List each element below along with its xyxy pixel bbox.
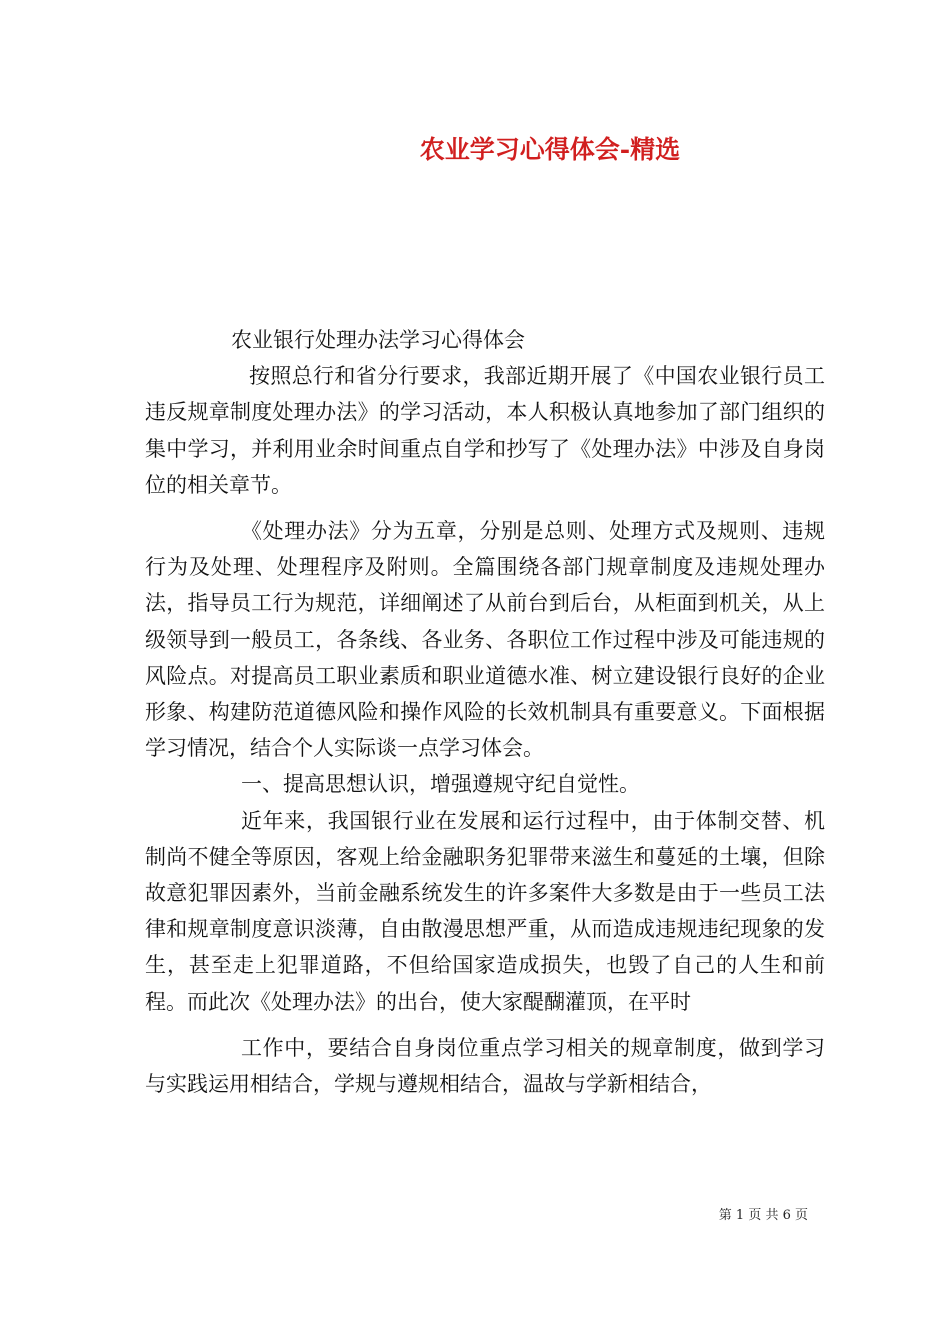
document-subtitle: 农业银行处理办法学习心得体会 — [231, 328, 525, 352]
paragraph-background: 近年来，我国银行业在发展和运行过程中，由于体制交替、机制尚不健全等原因，客观上给金融职务犯罪带来滋生和蔓延的土壤，但除故意犯罪因素外，当前金融系统发生的许多案件大多数是由于一些员工法律和规章制度意识淡薄，自由散漫思想严重，从而造成违规违纪现象的发生，甚至走上犯罪道路，不但给国家造成损失，也毁了自己的人生和前程。而此次《处理办法》的出台，使大家醍醐灌顶，在平时 — [145, 808, 825, 1014]
paragraph-intro: 按照总行和省分行要求，我部近期开展了《中国农业银行员工违反规章制度处理办法》的学习活动，本人积极认真地参加了部门组织的集中学习，并利用业余时间重点自学和抄写了《处理办法》中涉及自身岗位的相关章节。 — [145, 364, 825, 497]
paragraph-overview: 《处理办法》分为五章，分别是总则、处理方式及规则、违规行为及处理、处理程序及附则。全篇围绕各部门规章制度及违规处理办法，指导员工行为规范，详细阐述了从前台到后台，从柜面到机关，从上级领导到一般员工，各条线、各业务、各职位工作过程中涉及可能违规的风险点。对提高员工职业素质和职业道德水准、树立建设银行良好的企业形象、构建防范道德风险和操作风险的长效机制具有重要意义。下面根据学习情况，结合个人实际谈一点学习体会。 — [145, 519, 825, 761]
page-number-footer: 第 1 页 共 6 页 — [718, 1208, 808, 1223]
paragraph-practice: 工作中，要结合自身岗位重点学习相关的规章制度，做到学习与实践运用相结合，学规与遵规相结合，温故与学新相结合， — [145, 1035, 825, 1097]
paragraph-section-heading: 一、提高思想认识，增强遵规守纪自觉性。 — [241, 772, 640, 797]
document-title: 农业学习心得体会-精选 — [419, 135, 681, 164]
document-body — [145, 322, 825, 1102]
